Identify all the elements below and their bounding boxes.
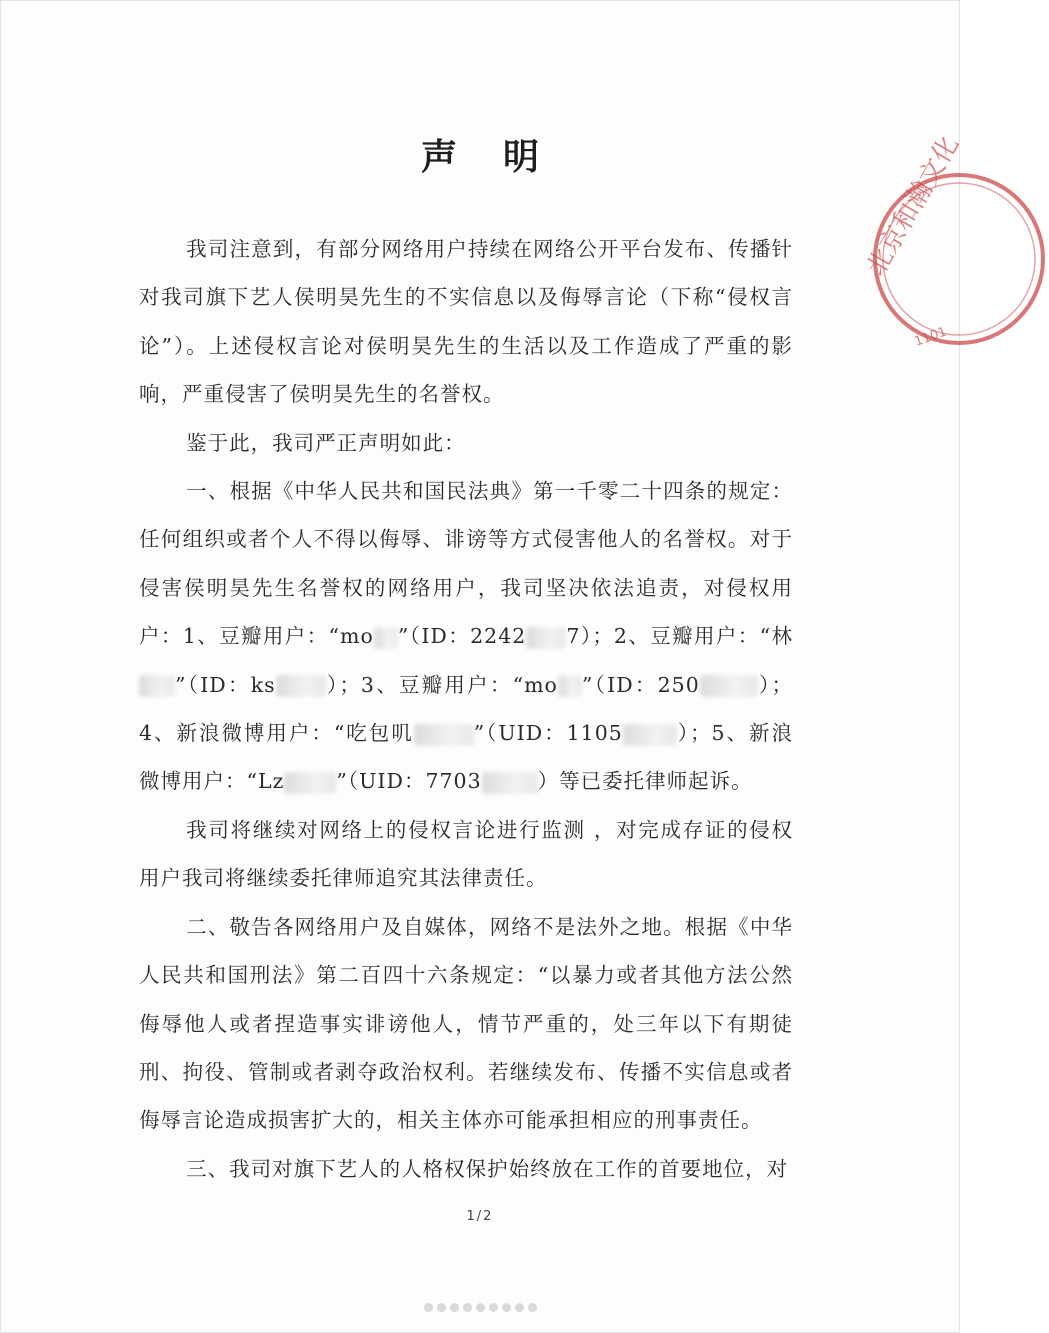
- redaction-blur: [558, 675, 582, 697]
- company-seal-stamp: [861, 130, 1049, 350]
- paragraph-monitoring: 我司将继续对网络上的侵权言论进行监测 ，对完成存证的侵权用户我司将继续委托律师追究其法律责任。: [139, 817, 793, 891]
- pager-dot: [424, 1303, 433, 1312]
- paragraph-notice: 我司注意到，有部分网络用户持续在网络公开平台发布、传播针对我司旗下艺人侯明昊先生的不实信息以及侮辱言论（下称“侵权言论”）。上述侵权言论对侯明昊先生的生活以及工作造成了严重的影响，严重侵害了侯明昊先生的名誉权。: [139, 237, 793, 407]
- redaction-blur: [700, 675, 758, 697]
- svg-text:1101: 1101: [912, 324, 949, 350]
- paragraph-civil-code: [139, 467, 793, 806]
- user-3: 3、豆瓣用户：“mo ”（ID：250 ）；: [360, 672, 793, 697]
- redaction-blur: [414, 724, 474, 746]
- user-1: 1、豆瓣用户：“mo ”（ID：2242 7）；: [182, 624, 614, 649]
- redaction-blur: [139, 675, 175, 697]
- pager-dot: [502, 1303, 511, 1312]
- pager-dot: [489, 1303, 498, 1312]
- user-2: 2、豆瓣用户：“林”（ID：ks ）；: [139, 624, 793, 696]
- redaction-blur: [374, 627, 398, 649]
- redaction-blur: [482, 772, 538, 794]
- image-pager-dots: [0, 1303, 960, 1317]
- civil-code-intro: 一、根据《中华人民共和国民法典》第一千零二十四条的规定：任何组织或者个人不得以侮辱、诽谤等方式侵害他人的名誉权。对于侵害侯明昊先生名誉权的网络用户，我司坚决依法追责，对侵权用户：: [139, 479, 793, 649]
- redaction-blur: [526, 627, 566, 649]
- pager-dot: [476, 1303, 485, 1312]
- paragraph-declaration: 鉴于此，我司严正声明如此：: [186, 430, 466, 455]
- user-5: 5、新浪微博用户：“Lz ”（UID：7703 ）等已委托律师起诉。: [139, 721, 793, 794]
- redaction-blur: [284, 772, 336, 794]
- pager-dot: [528, 1303, 537, 1312]
- document-title: 声明: [420, 136, 585, 178]
- document-body: [139, 225, 793, 1193]
- paragraph-criminal-law: 二、敬告各网络用户及自媒体，网络不是法外之地。根据《中华人民共和国刑法》第二百四十六条规定：“以暴力或者其他方法公然侮辱他人或者捏造事实诽谤他人，情节严重的，处三年以下有期徒刑、拘役、管制或者剥夺政治权利。若继续发布、传播不实信息或者侮辱言论造成损害扩大的，相关主体亦可能承担相应的刑事责任。: [139, 914, 793, 1133]
- svg-text:北京和瀚文化: 北京和瀚文化: [861, 130, 966, 281]
- page-number: 1/2: [466, 1209, 494, 1224]
- redaction-blur: [623, 724, 677, 746]
- paragraph-protection: 三、我司对旗下艺人的人格权保护始终放在工作的首要地位，对: [186, 1156, 789, 1181]
- pager-dot: [463, 1303, 472, 1312]
- user-4: 4、新浪微博用户：“吃包叽 ”（UID：1105 ）；: [139, 721, 712, 746]
- pager-dot: [437, 1303, 446, 1312]
- redaction-blur: [276, 675, 326, 697]
- pager-dot: [515, 1303, 524, 1312]
- pager-dot: [450, 1303, 459, 1312]
